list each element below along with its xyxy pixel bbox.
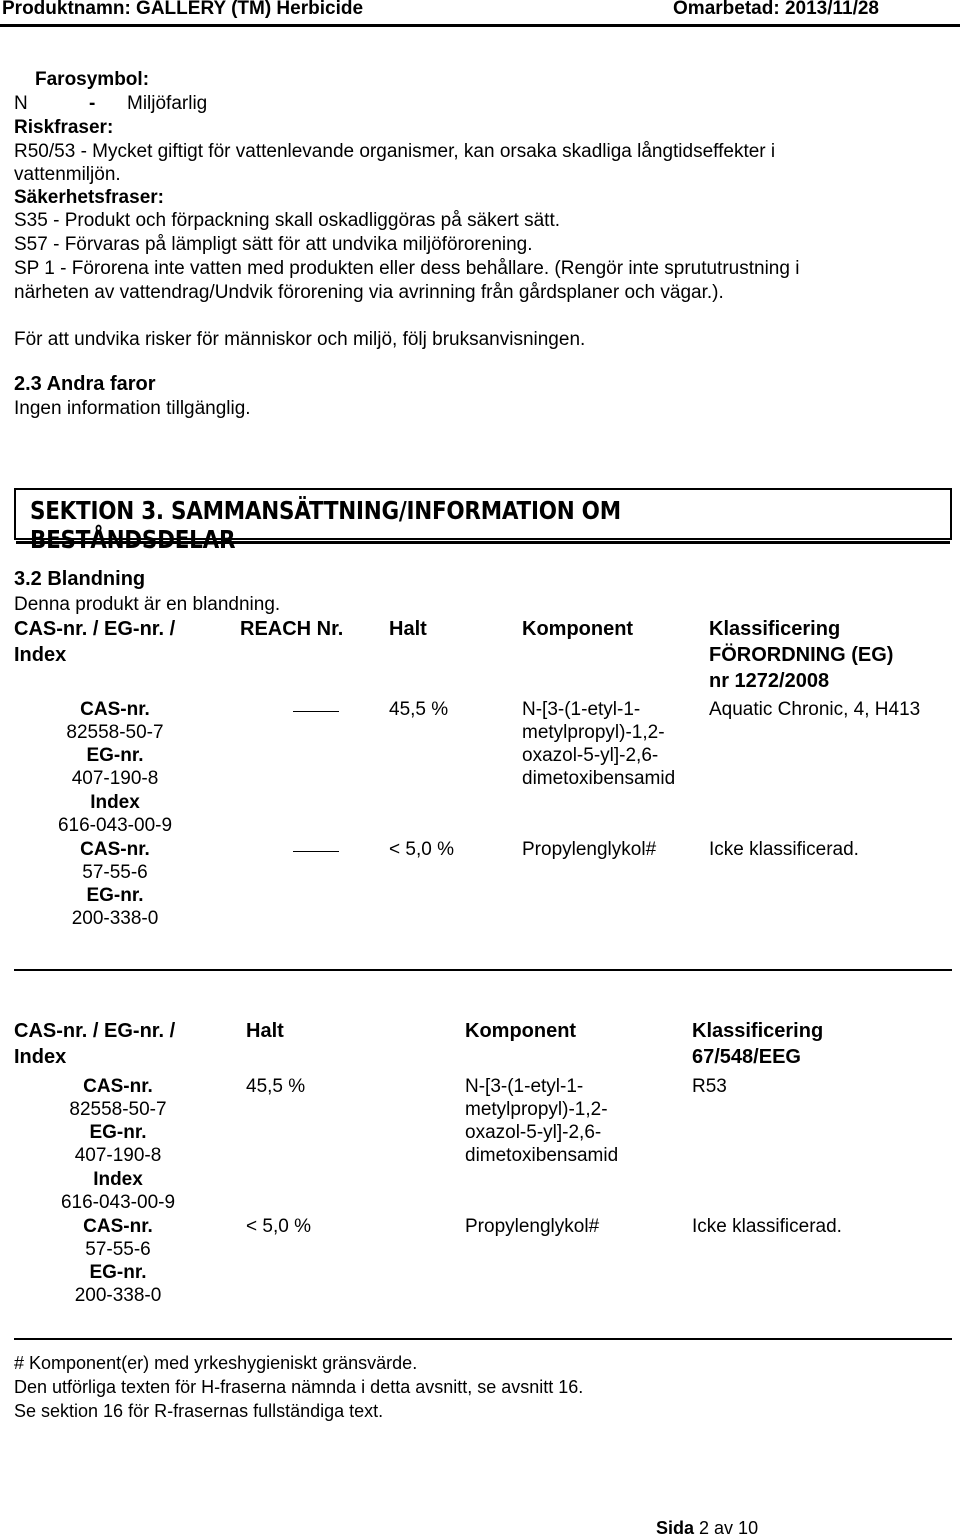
t1-r1-eg: 407-190-8 [71,768,159,789]
section-3-box [14,488,952,554]
s57-phrase [14,234,533,256]
s35-phrase [14,210,560,232]
t2-r2-cas: 57-55-6 [85,1239,151,1260]
other-hazards-text: Ingen information tillgänglig. [14,398,251,419]
t1-r1-komponent-1: N-[3-(1-etyl-1- [522,699,641,720]
symbol-text: Miljöfarlig [127,93,208,114]
other-hazards-heading: 2.3 Andra faror [14,373,156,395]
t2-r1-eg: 407-190-8 [74,1145,162,1166]
t2-header-klass: Klassificering [692,1020,824,1042]
note-r-phrases: Se sektion 16 för R-frasernas fullständiga text. [14,1401,384,1421]
t2-r1-komponent-3: oxazol-5-yl]-2,6- [465,1122,602,1143]
t1-header-komponent: Komponent [522,618,634,640]
symbol-separator: - [89,93,96,114]
t2-r1-komponent-2: metylpropyl)-1,2- [465,1099,608,1120]
t2-r1-komponent-1: N-[3-(1-etyl-1- [465,1076,584,1097]
s57-code: S57 [14,234,48,255]
t1-r2-id-label: CAS-nr. [80,839,150,860]
s35-code: S35 [14,210,48,231]
sakerhetsfraser-heading: Säkerhetsfraser: [14,187,164,208]
page-count: 2 av 10 [699,1518,759,1538]
t1-r1-cas: 82558-50-7 [66,722,164,743]
t1-r1-id-label: CAS-nr. [80,699,150,720]
sp1-text-line2: närheten av vattendrag/Undvik förorening via avrinning från gårdsplaner och vägar.). [14,282,724,303]
t2-r1-halt: 45,5 % [246,1076,306,1097]
table-divider [14,969,952,971]
note-h-phrases: Den utförliga texten för H-fraserna nämnda i detta avsnitt, se avsnitt 16. [14,1377,584,1397]
revision-date: Omarbetad: 2013/11/28 [673,0,879,19]
usage-instruction: För att undvika risker för människor och miljö, följ bruksanvisningen. [14,329,586,350]
mixture-intro: Denna produkt är en blandning. [14,594,281,615]
page-number [656,1518,758,1539]
s57-text: - Förvaras på lämpligt sätt för att undvika miljöförorening. [53,234,533,255]
t2-header-halt: Halt [246,1020,284,1042]
mixture-heading: 3.2 Blandning [14,568,146,590]
t2-r2-eg: 200-338-0 [74,1285,162,1306]
s35-text: - Produkt och förpackning skall oskadliggöras på säkert sätt. [53,210,561,231]
page-header [0,0,960,27]
t1-header-klass: Klassificering [709,618,841,640]
t1-r2-eg: 200-338-0 [71,908,159,929]
sp1-text: - Förorena inte vatten med produkten eller dess behållare. (Rengör inte sprututrustning i [60,258,800,279]
t1-header-klass-reg: FÖRORDNING (EG) [709,644,894,666]
t2-r1-komponent-4: dimetoxibensamid [465,1145,619,1166]
page-label: Sida [656,1518,695,1538]
t2-r1-index-label: Index [93,1169,143,1190]
t1-header-cas: CAS-nr. / EG-nr. / [14,618,176,640]
t2-r1-eg-label: EG-nr. [89,1122,147,1143]
t1-header-klass-nr: nr 1272/2008 [709,670,830,692]
t1-r1-komponent-2: metylpropyl)-1,2- [522,722,665,743]
t1-r1-komponent-3: oxazol-5-yl]-2,6- [522,745,659,766]
t1-r1-klass: Aquatic Chronic, 4, H413 [709,699,921,720]
risk-phrase-code: R50/53 [14,141,76,162]
t2-r2-komponent: Propylenglykol# [465,1216,600,1237]
sp1-code: SP 1 [14,258,55,279]
t1-r1-halt: 45,5 % [389,699,449,720]
t1-r1-index-label: Index [90,792,140,813]
t2-header-cas: CAS-nr. / EG-nr. / [14,1020,176,1042]
t2-r1-id-label: CAS-nr. [83,1076,153,1097]
t2-r1-cas: 82558-50-7 [69,1099,167,1120]
t2-r1-klass: R53 [692,1076,727,1097]
note-exposure-limit: # Komponent(er) med yrkeshygieniskt gränsvärde. [14,1353,418,1373]
t2-r2-klass: Icke klassificerad. [692,1216,842,1237]
t1-r2-cas: 57-55-6 [82,862,148,883]
riskfraser-heading: Riskfraser: [14,117,114,138]
t1-r2-halt: < 5,0 % [389,839,454,860]
notes-divider [14,1338,952,1340]
risk-phrase-text: - Mycket giftigt för vattenlevande organismer, kan orsaka skadliga långtidseffekter i [80,141,776,162]
t2-header-index: Index [14,1046,67,1068]
t1-r1-index: 616-043-00-9 [57,815,173,836]
risk-phrase-text-line2: vattenmiljön. [14,164,121,185]
t1-r2-eg-label: EG-nr. [86,885,144,906]
t1-header-reach: REACH Nr. [240,618,344,640]
t1-r1-reach-dash [293,711,339,712]
risk-phrase [14,141,775,163]
t2-header-komponent: Komponent [465,1020,577,1042]
t1-r2-klass: Icke klassificerad. [709,839,859,860]
t2-r2-halt: < 5,0 % [246,1216,311,1237]
t1-r2-komponent: Propylenglykol# [522,839,657,860]
t1-header-halt: Halt [389,618,427,640]
t2-header-klass-reg: 67/548/EEG [692,1046,801,1068]
t2-r2-id-label: CAS-nr. [83,1216,153,1237]
farosymbol-heading: Farosymbol: [35,69,150,90]
t1-r1-eg-label: EG-nr. [86,745,144,766]
t1-header-index: Index [14,644,67,666]
t2-r1-index: 616-043-00-9 [60,1192,176,1213]
sp1-phrase [14,258,799,280]
t2-r2-eg-label: EG-nr. [89,1262,147,1283]
symbol-code: N [14,93,28,114]
t1-r2-reach-dash [293,851,339,852]
product-name: Produktnamn: GALLERY (TM) Herbicide [2,0,364,19]
section-3-title: SEKTION 3. SAMMANSÄTTNING/INFORMATION OM BESTÅNDSDELAR [30,496,621,554]
t1-r1-komponent-4: dimetoxibensamid [522,768,676,789]
